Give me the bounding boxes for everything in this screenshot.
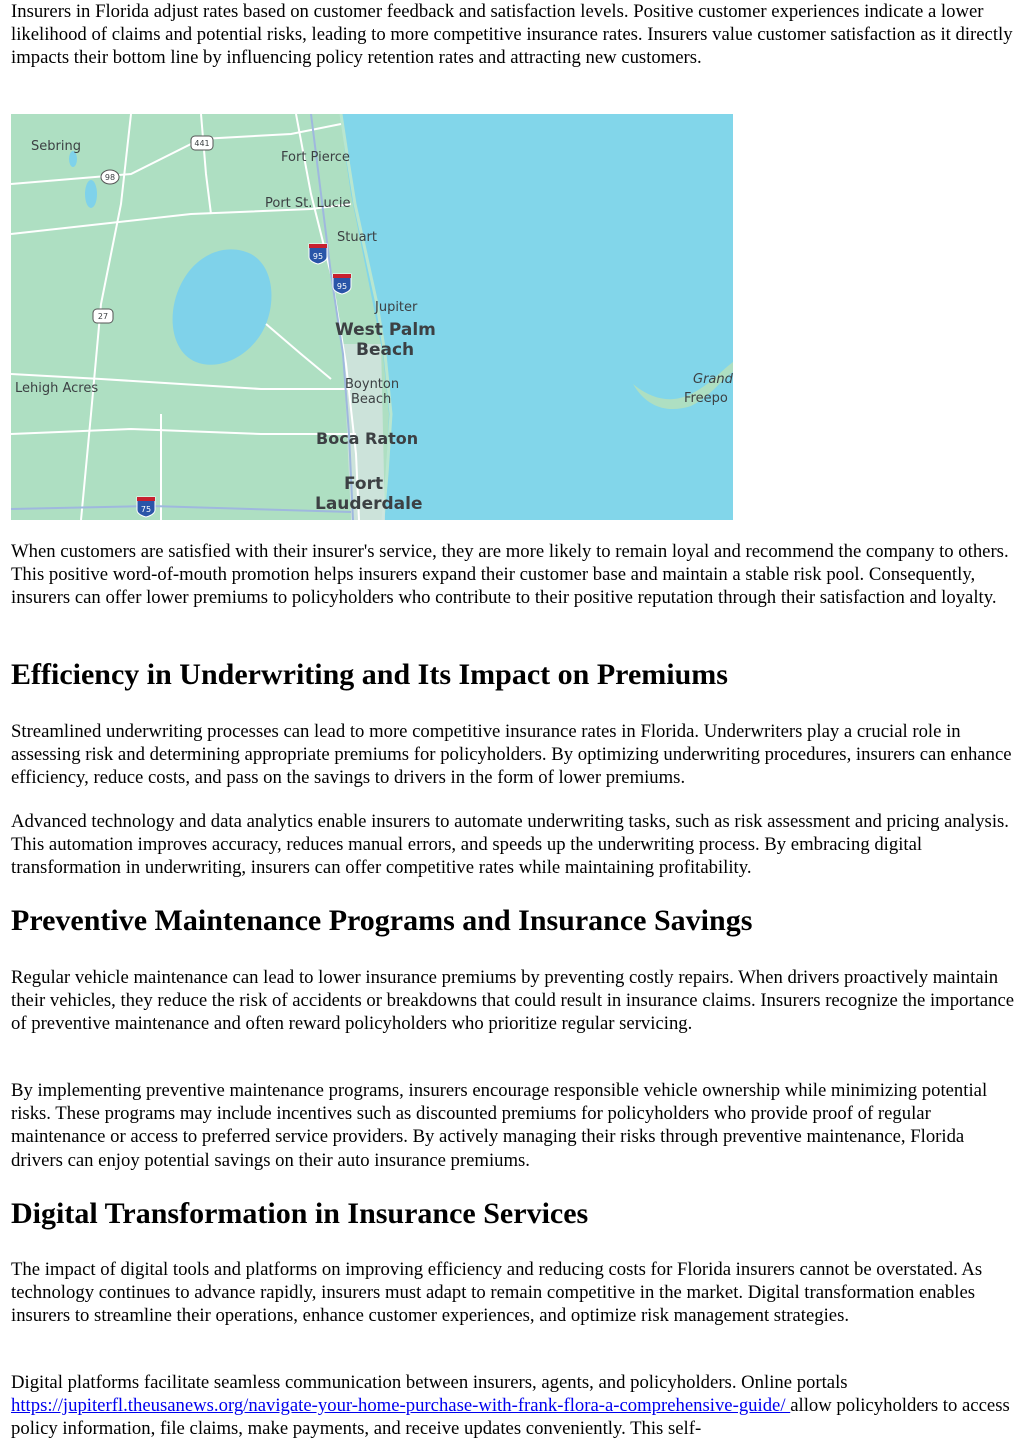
florida-map-image [11, 114, 733, 520]
paragraph-text: Digital platforms facilitate seamless communication between insurers, agents, and policyholders. Online portals [11, 1372, 848, 1393]
paragraph-advanced-technology: Advanced technology and data analytics enable insurers to automate underwriting tasks, such as risk assessment and pricing analysis. This automation improves accuracy, reduces manual errors, and speeds up the underwriting process. By embracing digital transformation in underwriting, insurers can offer competitive rates while maintaining profitability. [11, 811, 1009, 879]
shield-i75 [137, 497, 155, 517]
map-label-west-palm: West Palm [335, 320, 436, 340]
svg-text:95: 95 [312, 252, 324, 261]
map-label-freeport: Freepo [684, 391, 728, 406]
map-label-fort: Fort [344, 474, 384, 494]
map-label-fort-pierce: Fort Pierce [281, 150, 350, 165]
map-ocean [341, 114, 733, 520]
map-label-grand: Grand [693, 372, 733, 387]
map-label-jupiter: Jupiter [375, 300, 418, 315]
paragraph-customer-feedback: Insurers in Florida adjust rates based on customer feedback and satisfaction levels. Positive customer experiences indicate a lower likelihood of claims and potential risks, leading to more competitive insurance rates. Insurers value customer satisfaction as it directly impacts their bottom line by influencing policy retention rates and attracting new customers. [11, 1, 1013, 69]
paragraph-regular-maintenance: Regular vehicle maintenance can lead to lower insurance premiums by preventing costly repairs. When drivers proactively maintain their vehicles, they reduce the risk of accidents or breakdowns that could result in insurance claims. Insurers recognize the importance of preventive maintenance and often reward policyholders who prioritize regular servicing. [11, 967, 1015, 1035]
svg-text:98: 98 [104, 173, 116, 182]
map-label-port-st-lucie: Port St. Lucie [265, 196, 351, 211]
map-label-boca-raton: Boca Raton [316, 429, 419, 448]
heading-digital-transformation: Digital Transformation in Insurance Services [11, 1197, 589, 1230]
svg-text:75: 75 [140, 505, 152, 514]
svg-text:95: 95 [336, 282, 348, 291]
svg-text:441: 441 [194, 139, 210, 148]
map-label-sebring: Sebring [31, 139, 81, 154]
map-label-west-palm-beach: Beach [356, 340, 415, 360]
map-graphic [11, 114, 733, 520]
paragraph-maintenance-programs: By implementing preventive maintenance programs, insurers encourage responsible vehicle ownership while minimizing potential risks. These programs may include incentives such as discounted premiums for policyholders who provide proof of regular maintenance or access to preferred service providers. By actively managing their risks through preventive maintenance, Florida drivers can enjoy potential savings on their auto insurance premiums. [11, 1080, 988, 1171]
paragraph-digital-tools: The impact of digital tools and platforms on improving efficiency and reducing costs for Florida insurers cannot be overstated. As technology continues to advance rapidly, insurers must adapt to remain competitive in the market. Digital transformation enables insurers to streamline their operations, enhance customer experiences, and optimize risk management strategies. [11, 1259, 983, 1327]
map-lake [85, 180, 97, 208]
heading-preventive-maintenance: Preventive Maintenance Programs and Insurance Savings [11, 904, 753, 937]
svg-text:27: 27 [97, 312, 109, 321]
shield-us-27 [93, 309, 113, 323]
shield-us-441 [191, 136, 213, 150]
shield-i95-south [333, 274, 351, 294]
paragraph-text: allow policyholders to access policy information, file claims, make payments, and receive updates conveniently. This self- [11, 1395, 1010, 1440]
paragraph-digital-platforms [11, 1371, 1016, 1441]
map-label-lehigh-acres: Lehigh Acres [15, 381, 99, 396]
shield-i95-north [309, 244, 327, 264]
map-label-lauderdale: Lauderdale [315, 494, 423, 514]
map-label-boynton-beach: Beach [351, 392, 392, 407]
map-label-stuart: Stuart [337, 230, 377, 245]
heading-underwriting: Efficiency in Underwriting and Its Impact on Premiums [11, 658, 728, 691]
map-label-boynton: Boynton [345, 377, 400, 392]
article-link[interactable]: https://jupiterfl.theusanews.org/navigate-your-home-purchase-with-frank-flora-a-comprehensive-guide/ [11, 1395, 791, 1417]
paragraph-satisfied-customers: When customers are satisfied with their insurer's service, they are more likely to remain loyal and recommend the company to others. This positive word-of-mouth promotion helps insurers expand their customer base and maintain a stable risk pool. Consequently, insurers can offer lower premiums to policyholders who contribute to their positive reputation through their satisfaction and loyalty. [11, 541, 1009, 609]
shield-sr-98 [101, 170, 119, 184]
paragraph-streamlined-underwriting: Streamlined underwriting processes can lead to more competitive insurance rates in Florida. Underwriters play a crucial role in assessing risk and determining appropriate premiums for policyholders. By optimizing underwriting procedures, insurers can enhance efficiency, reduce costs, and pass on the savings to drivers in the form of lower premiums. [11, 721, 1012, 789]
